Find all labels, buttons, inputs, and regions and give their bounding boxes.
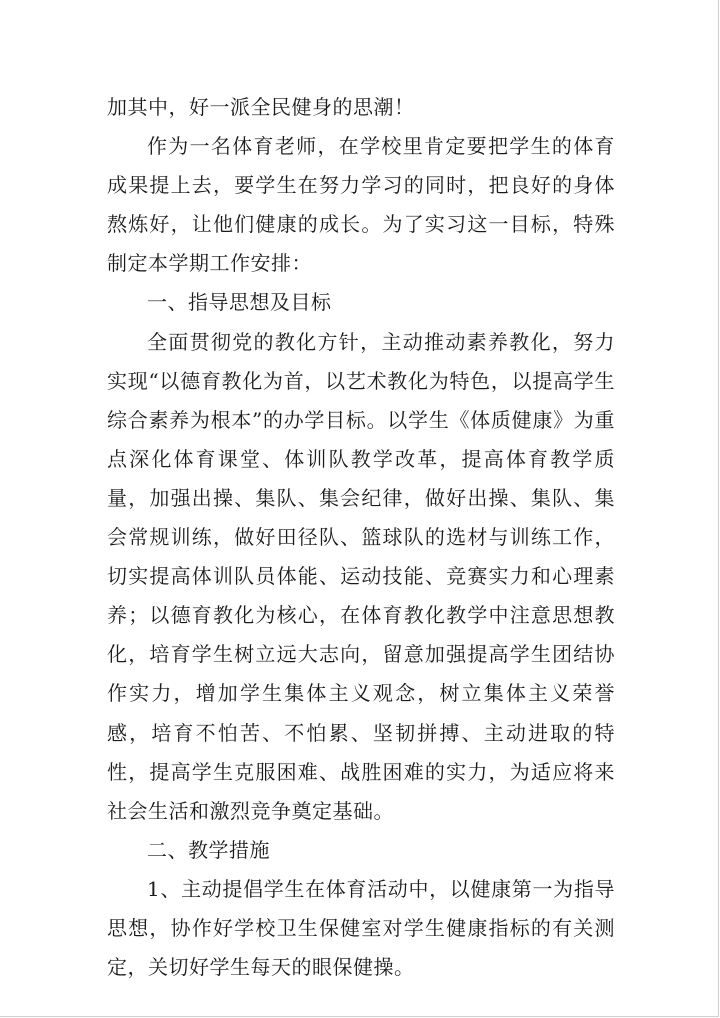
paragraph-continuation: 加其中，好一派全民健身的思潮！: [107, 95, 415, 119]
paragraph-measure-1: 1、主动提倡学生在体育活动中，以健康第一为指导思想，协作好学校卫生保健室对学生健康指标的有关测定，关切好学生每天的眼保健操。: [107, 876, 615, 980]
section-heading-teaching-measures: 二、教学措施: [147, 837, 270, 862]
document-body: [107, 88, 615, 987]
section-heading-guiding-ideology: 一、指导思想及目标: [147, 290, 332, 315]
paragraph-guiding-ideology: 全面贯彻党的教化方针，主动推动素养教化，努力实现“以德育教化为首，以艺术教化为特色，以提高学生综合素养为根本”的办学目标。以学生《体质健康》为重点深化体育课堂、体训队教学改革，提高体育教学质量，加强出操、集队、集会纪律，做好出操、集队、集会常规训练，做好田径队、篮球队的选材与训练工作，切实提高体训队员体能、运动技能、竞赛实力和心理素养；以德育教化为核心，在体育教化教学中注意思想教化，培育学生树立远大志向，留意加强提高学生团结协作实力，增加学生集体主义观念，树立集体主义荣誉感，培育不怕苦、不怕累、坚韧拼搏、主动进取的特性，提高学生克服困难、战胜困难的实力，为适应将来社会生活和激烈竞争奠定基础。: [107, 329, 615, 823]
paragraph-intro: 作为一名体育老师，在学校里肯定要把学生的体育成果提上去，要学生在努力学习的同时，把良好的身体熬炼好，让他们健康的成长。为了实习这一目标，特殊制定本学期工作安排：: [107, 134, 615, 276]
